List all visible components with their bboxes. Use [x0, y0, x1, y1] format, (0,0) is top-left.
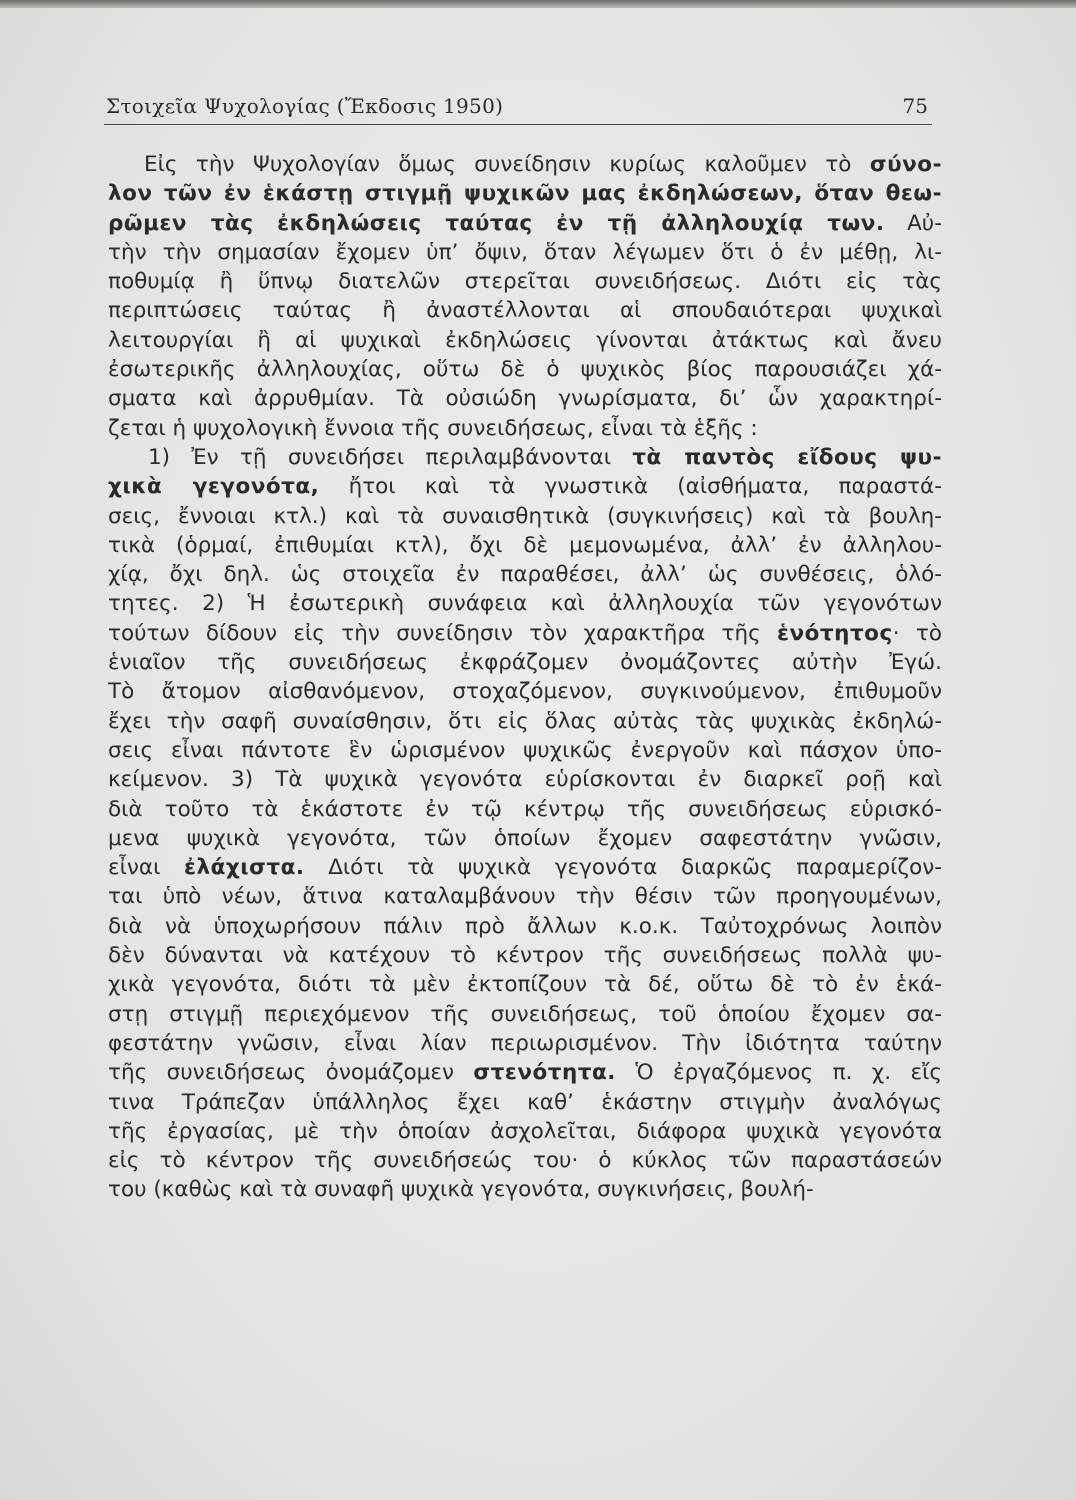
text-line: [108, 443, 942, 472]
header-title: Στοιχεῖα Ψυχολογίας (Ἔκδοσις 1950): [106, 94, 504, 118]
bold-term: ἐλάχιστα.: [184, 855, 305, 881]
text-run: διὰ νὰ ὑποχωρήσουν πάλιν πρὸ ἄλλων κ.ο.κ. Ταὐτοχρόνως λοιπὸν: [108, 913, 942, 939]
text-line: [108, 267, 942, 296]
text-line: [108, 765, 942, 794]
page-number: 75: [902, 94, 928, 118]
text-line: [108, 384, 942, 413]
text-line: [108, 179, 942, 208]
text-line: [108, 824, 942, 853]
text-run: Εἰς τὴν Ψυχολογίαν ὅμως συνείδησιν κυρίως καλοῦμεν τὸ: [144, 152, 870, 177]
text-line: [108, 589, 942, 618]
text-line: [108, 209, 942, 238]
text-run: τῆς συνειδήσεως ὀνομάζομεν: [108, 1060, 474, 1086]
text-run: Αὐ-: [884, 210, 942, 236]
running-header: [104, 94, 932, 125]
text-line: [108, 502, 942, 531]
bold-term: χικὰ γεγονότα,: [108, 474, 320, 500]
text-run: ἤτοι καὶ τὰ γνωστικὰ (αἰσθήματα, παραστά-: [319, 474, 942, 500]
text-run: τικὰ (ὁρμαί, ἐπιθυμίαι κτλ), ὄχι δὲ μεμονωμένα, ἀλλ’ ἐν ἀλληλου-: [108, 532, 942, 558]
text-run: χίᾳ, ὄχι δηλ. ὡς στοιχεῖα ἐν παραθέσει, ἀλλ’ ὡς συνθέσεις, ὁλό-: [108, 562, 942, 588]
text-line: [108, 912, 942, 941]
text-line: [108, 677, 942, 706]
text-line: [108, 736, 942, 765]
text-line: [108, 531, 942, 560]
text-line: [108, 882, 942, 911]
text-line: [108, 707, 942, 736]
text-run: του (καθὼς καὶ τὰ συναφῆ ψυχικὰ γεγονότα, συγκινήσεις, βουλή-: [108, 1177, 814, 1203]
text-line: [108, 1175, 942, 1204]
text-run: Τὸ ἄτομον αἰσθανόμενον, στοχαζόμενον, συγκινούμενον, ἐπιθυμοῦν: [108, 679, 942, 705]
scan-edge: [0, 0, 1076, 8]
text-run: περιπτώσεις ταύτας ἢ ἀναστέλλονται αἱ σπουδαιότεραι ψυχικαὶ: [108, 298, 942, 324]
bold-term: λον τῶν ἐν ἑκάστῃ στιγμῇ ψυχικῶν μας ἐκδηλώσεων, ὅταν θεω-: [108, 181, 942, 207]
text-line: [108, 619, 942, 648]
text-run: ἔχει τὴν σαφῆ συναίσθησιν, ὅτι εἰς ὅλας αὐτὰς τὰς ψυχικὰς ἐκδηλώ-: [108, 708, 942, 734]
text-run: σεις εἶναι πάντοτε ἓν ὡρισμένον ψυχικῶς ἐνεργοῦν καὶ πάσχον ὑπο-: [108, 737, 942, 763]
text-run: ζεται ἡ ψυχολογικὴ ἔννοια τῆς συνειδήσεως, εἶναι τὰ ἑξῆς :: [108, 415, 758, 441]
text-line: [108, 795, 942, 824]
text-run: δὲν δύνανται νὰ κατέχουν τὸ κέντρον τῆς συνειδήσεως πολλὰ ψυ-: [108, 943, 942, 969]
text-line: [108, 1146, 942, 1175]
text-run: · τὸ: [892, 620, 942, 646]
text-run: φεστάτην γνῶσιν, εἶναι λίαν περιωρισμένον. Τὴν ἰδιότητα ταύτην: [108, 1030, 942, 1056]
text-line: [108, 1029, 942, 1058]
text-line: [108, 414, 942, 443]
text-run: τινα Τράπεζαν ὑπάλληλος ἔχει καθ’ ἑκάστην στιγμὴν ἀναλόγως: [108, 1089, 942, 1115]
text-line: [108, 970, 942, 999]
body-text: [108, 150, 942, 1205]
bold-term: σύνο-: [869, 152, 942, 177]
text-run: ποθυμίᾳ ἢ ὕπνῳ διατελῶν στερεῖται συνειδήσεως. Διότι εἰς τὰς: [108, 269, 942, 295]
text-run: σεις, ἔννοιαι κτλ.) καὶ τὰ συναισθητικὰ (συγκινήσεις) καὶ τὰ βουλη-: [108, 503, 942, 529]
text-line: [108, 472, 942, 501]
text-run: Διότι τὰ ψυχικὰ γεγονότα διαρκῶς παραμερίζον-: [304, 855, 942, 881]
text-line: [108, 355, 942, 384]
text-run: τούτων δίδουν εἰς τὴν συνείδησιν τὸν χαρακτῆρα τῆς: [108, 620, 778, 646]
text-line: [108, 1058, 942, 1087]
text-run: 1) Ἐν τῇ συνειδήσει περιλαμβάνονται: [148, 444, 633, 470]
text-line: [108, 648, 942, 677]
bold-term: τὰ παντὸς εἴδους ψυ-: [632, 444, 942, 470]
text-run: εἰς τὸ κέντρον τῆς συνειδήσεώς του· ὁ κύκλος τῶν παραστάσεών: [108, 1148, 942, 1174]
text-run: εἶναι: [108, 855, 185, 881]
text-line: [108, 238, 942, 267]
text-run: Ὁ ἐργαζόμενος π. χ. εἴς: [615, 1060, 942, 1086]
text-line: [108, 1000, 942, 1029]
text-line: [108, 560, 942, 589]
bold-term: στενότητα.: [473, 1060, 616, 1086]
text-run: λειτουργίαι ἢ αἱ ψυχικαὶ ἐκδηλώσεις γίνονται ἀτάκτως καὶ ἄνευ: [108, 327, 942, 353]
text-line: [108, 296, 942, 325]
text-run: στῃ στιγμῇ περιεχόμενον τῆς συνειδήσεως, τοῦ ὁποίου ἔχομεν σα-: [108, 1001, 942, 1027]
text-line: [108, 326, 942, 355]
text-run: ἑνιαῖον τῆς συνειδήσεως ἐκφράζομεν ὀνομάζοντες αὐτὴν Ἐγώ.: [108, 650, 942, 676]
text-line: [108, 853, 942, 882]
text-run: ται ὑπὸ νέων, ἅτινα καταλαμβάνουν τὴν θέσιν τῶν προηγουμένων,: [108, 884, 942, 910]
text-run: σματα καὶ ἀρρυθμίαν. Τὰ οὐσιώδη γνωρίσματα, δι’ ὧν χαρακτηρί-: [108, 386, 942, 412]
text-run: τῆς ἐργασίας, μὲ τὴν ὁποίαν ἀσχολεῖται, διάφορα ψυχικὰ γεγονότα: [108, 1118, 942, 1144]
text-run: κείμενον. 3) Τὰ ψυχικὰ γεγονότα εὑρίσκονται ἐν διαρκεῖ ροῇ καὶ: [108, 767, 942, 793]
text-run: ἐσωτερικῆς ἀλληλουχίας, οὕτω δὲ ὁ ψυχικὸς βίος παρουσιάζει χά-: [108, 357, 942, 383]
text-run: τητες. 2) Ἡ ἐσωτερικὴ συνάφεια καὶ ἀλληλουχία τῶν γεγονότων: [108, 591, 942, 617]
text-run: τὴν τὴν σημασίαν ἔχομεν ὑπ’ ὄψιν, ὅταν λέγωμεν ὅτι ὁ ἐν μέθῃ, λι-: [108, 239, 942, 265]
text-line: [108, 150, 942, 179]
text-run: χικὰ γεγονότα, διότι τὰ μὲν ἐκτοπίζουν τὰ δέ, οὕτω δὲ τὸ ἐν ἑκά-: [108, 972, 942, 998]
bold-term: ἑνότητος: [777, 620, 893, 646]
text-line: [108, 941, 942, 970]
text-run: διὰ τοῦτο τὰ ἑκάστοτε ἐν τῷ κέντρῳ τῆς συνειδήσεως εὑρισκό-: [108, 796, 942, 822]
bold-term: ρῶμεν τὰς ἐκδηλώσεις ταύτας ἐν τῇ ἀλληλουχίᾳ των.: [108, 210, 885, 236]
text-line: [108, 1088, 942, 1117]
text-run: μενα ψυχικὰ γεγονότα, τῶν ὁποίων ἔχομεν σαφεστάτην γνῶσιν,: [108, 825, 942, 851]
text-line: [108, 1117, 942, 1146]
